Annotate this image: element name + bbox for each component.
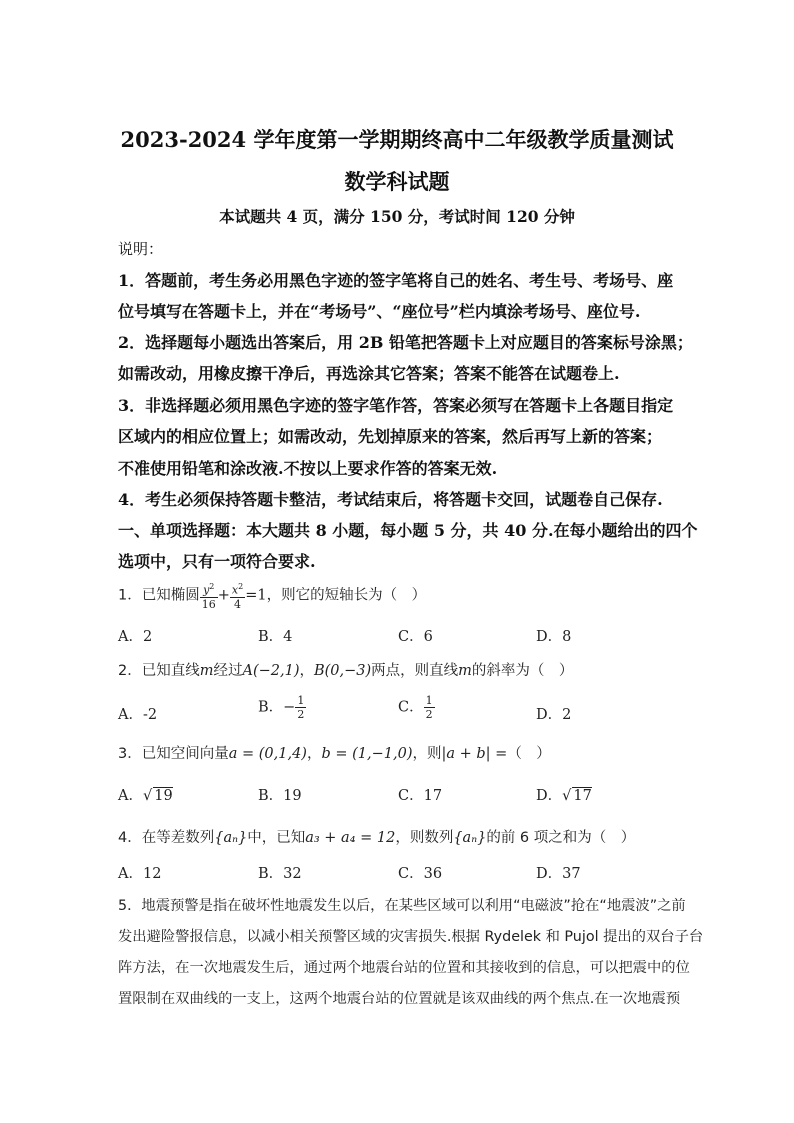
question-5-line: 5．地震预警是指在破坏性地震发生以后，在某些区域可以利用“电磁波”抢在“地震波”之前 <box>118 898 686 914</box>
instruction-line: 不准使用铅笔和涂改液.不按以上要求作答的答案无效. <box>118 459 498 478</box>
exam-meta: 本试题共 4 页，满分 150 分，考试时间 120 分钟 <box>219 207 575 226</box>
option-d: D．8 <box>536 629 572 645</box>
instructions-heading: 说明： <box>118 240 164 258</box>
instruction-line: 1．答题前，考生务必用黑色字迹的签字笔将自己的姓名、考生号、考场号、座 <box>118 271 674 290</box>
fraction: $\frac{y^2}{16}$ <box>201 582 216 611</box>
instruction-line: 4．考生必须保持答题卡整洁，考试结束后，将答题卡交回，试题卷自己保存. <box>118 490 663 509</box>
section-heading: 一、单项选择题：本大题共 8 小题，每小题 5 分，共 40 分.在每小题给出的四个 <box>118 521 698 540</box>
option-a: A．-2 <box>118 707 158 723</box>
option-c: C． $\frac{1}{2}$ <box>398 694 433 721</box>
question-5-line: 置限制在双曲线的一支上，这两个地震台站的位置就是该双曲线的两个焦点.在一次地震预 <box>118 991 681 1007</box>
section-heading-cont: 选项中，只有一项符合要求. <box>118 552 316 571</box>
option-c: C．17 <box>398 788 443 804</box>
instruction-line: 位号填写在答题卡上，并在“考场号”、“座位号”栏内填涂考场号、座位号. <box>118 302 641 321</box>
fraction: $\frac{x^2}{4}$ <box>231 582 244 611</box>
option-a: A．2 <box>118 629 153 645</box>
option-d: D．√ 17 <box>536 788 592 804</box>
instruction-line: 3．非选择题必须用黑色字迹的签字笔作答，答案必须写在答题卡上各题目指定 <box>118 396 674 415</box>
instruction-line: 2．选择题每小题选出答案后，用 2B 铅笔把答题卡上对应题目的答案标号涂黑； <box>118 333 693 352</box>
option-a: A．12 <box>118 866 162 882</box>
exam-subtitle: 数学科试题 <box>344 169 450 194</box>
question-3: 3．已知空间向量a = (0,1,4)，b = (1,−1,0)，则|a + b| =（ ） <box>118 746 551 762</box>
option-c: C．6 <box>398 629 433 645</box>
question-1: 1．已知椭圆 $\frac{y^2}{16}$ + $\frac{x^2}{4}$ =1，则它的短轴长为（ ） <box>118 582 427 611</box>
option-d: D．2 <box>536 707 572 723</box>
option-b: B．− $\frac{1}{2}$ <box>258 694 305 721</box>
option-c: C．36 <box>398 866 443 882</box>
option-d: D．37 <box>536 866 581 882</box>
option-b: B．19 <box>258 788 302 804</box>
option-b: B．4 <box>258 629 293 645</box>
question-4: 4．在等差数列{aₙ}中，已知a₃ + a₄ = 12，则数列{aₙ}的前 6 项之和为（ ） <box>118 830 636 846</box>
question-2: 2．已知直线m经过A(−2,1)，B(0,−3)两点，则直线m的斜率为（ ） <box>118 663 574 679</box>
option-b: B．32 <box>258 866 302 882</box>
question-5-line: 发出避险警报信息，以减小相关预警区域的灾害损失.根据 Rydelek 和 Pujol 提出的双台子台 <box>118 929 704 945</box>
option-a: A．√ 19 <box>118 788 173 804</box>
exam-title: 2023-2024 学年度第一学期期终高中二年级教学质量测试 <box>120 127 674 152</box>
instruction-line: 如需改动，用橡皮擦干净后，再选涂其它答案；答案不能答在试题卷上. <box>118 364 620 383</box>
question-5-line: 阵方法，在一次地震发生后，通过两个地震台站的位置和其接收到的信息，可以把震中的位 <box>118 960 690 976</box>
instruction-line: 区域内的相应位置上；如需改动，先划掉原来的答案，然后再写上新的答案； <box>118 427 663 446</box>
